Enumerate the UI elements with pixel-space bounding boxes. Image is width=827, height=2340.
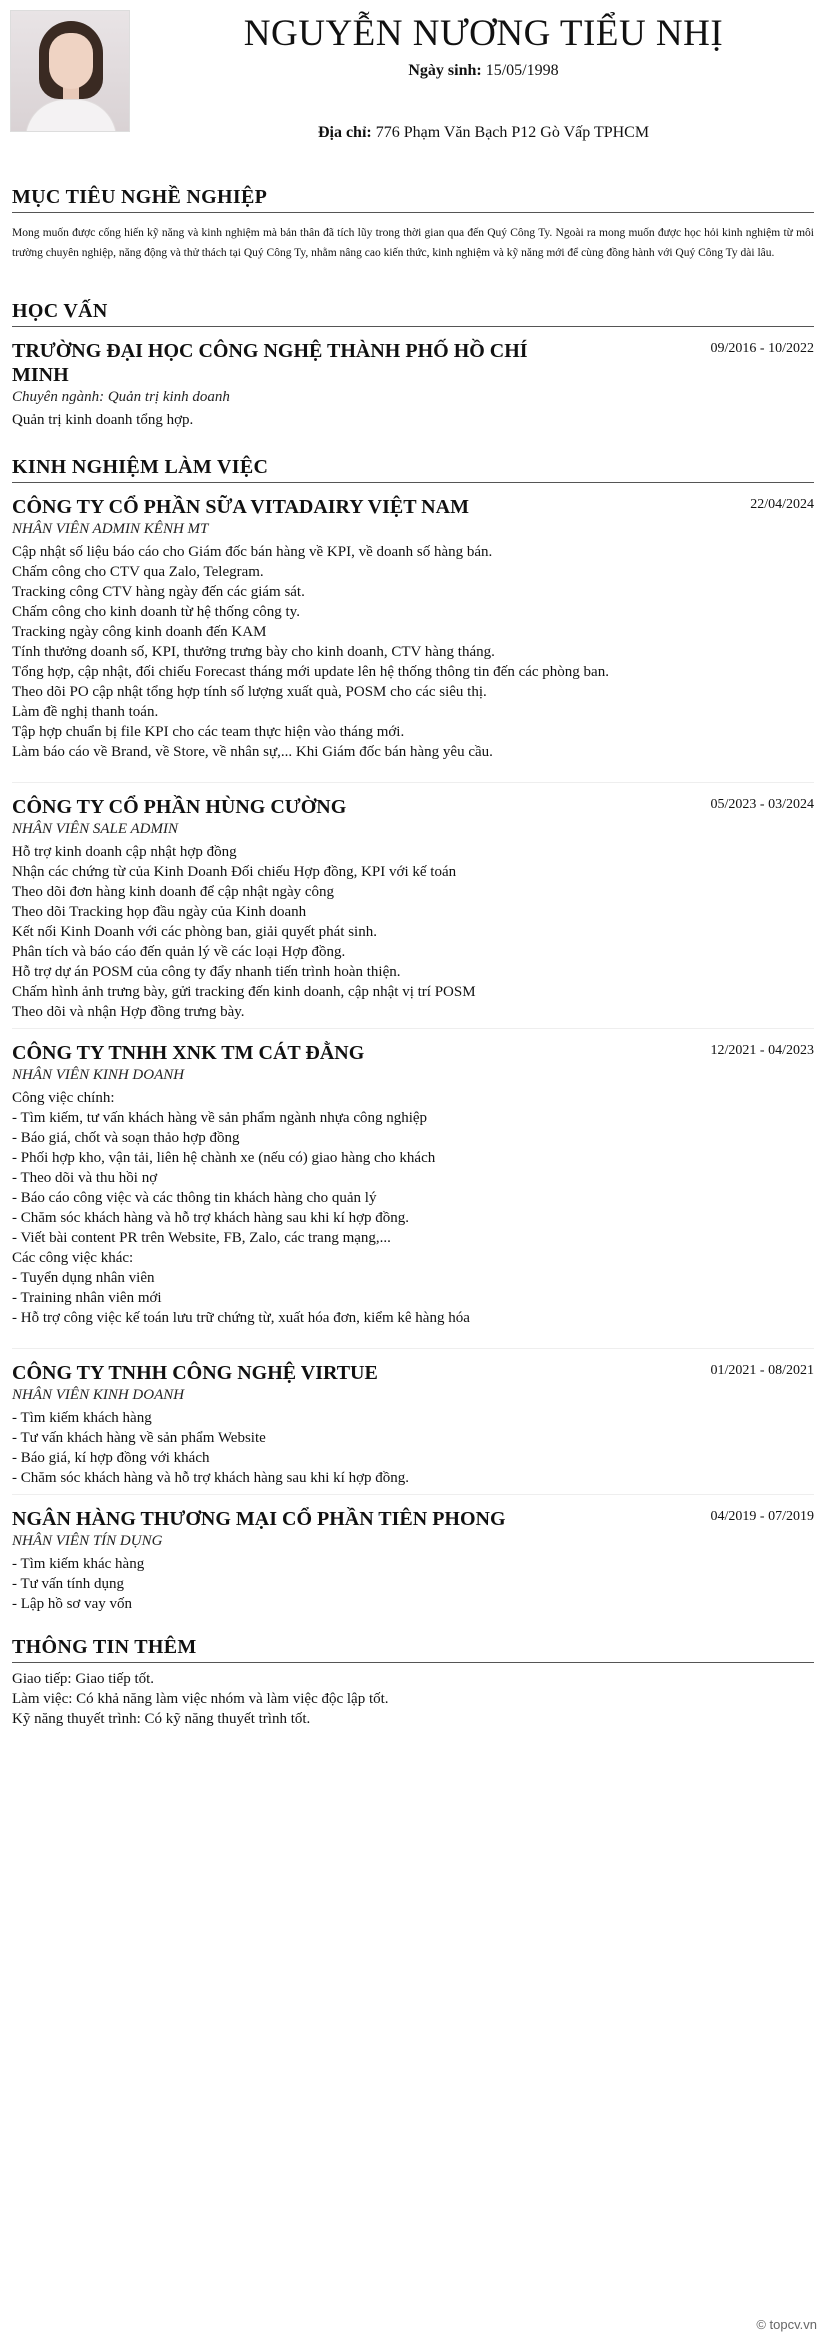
divider [12,1028,814,1029]
education-section [12,300,814,430]
divider [12,1494,814,1495]
experience-title: KINH NGHIỆM LÀM VIỆC [12,456,814,483]
job-date: 01/2021 - 08/2021 [710,1363,814,1378]
additional-section [12,1636,814,1729]
school-name: TRƯỜNG ĐẠI HỌC CÔNG NGHỆ THÀNH PHỐ HỒ CHÍ MINH [12,340,528,386]
job-desc: - Tìm kiếm khách hàng - Tư vấn khách hàng về sản phẩm Website - Báo giá, kí hợp đồng với khách - Chăm sóc khách hàng và hỗ trợ khách hàng sau khi kí hợp đồng. [12,1410,410,1486]
objective-section [12,186,814,263]
job-desc: - Tìm kiếm khác hàng - Tư vấn tính dụng - Lập hồ sơ vay vốn [12,1556,145,1612]
job-position: NHÂN VIÊN KINH DOANH [12,1387,185,1403]
profile-photo [10,10,130,132]
job-position: NHÂN VIÊN ADMIN KÊNH MT [12,521,209,537]
divider [12,1348,814,1349]
education-title: HỌC VẤN [12,300,814,327]
objective-text: Mong muốn được cống hiến kỹ năng và kinh nghiệm mà bản thân đã tích lũy trong thời gian qua đến Quý Công Ty. Ngoài ra mong muốn được học hỏi kinh nghiệm từ môi trường chuyên nghiệp, năng động và thử thách tại Quý Công Ty, nhằm nâng cao kiến thức, kinh nghiệm và kỹ năng mới để cùng đồng hành với Quý Công Ty dài lâu. [12,227,814,259]
dob-value: 15/05/1998 [485,62,559,79]
education-desc: Quản trị kinh doanh tổng hợp. [12,412,194,428]
experience-section [12,456,814,1729]
topcv-watermark: © topcv.vn [756,2317,817,2332]
job-desc: Cập nhật số liệu báo cáo cho Giám đốc bán hàng về KPI, về doanh số hàng bán. Chấm công cho CTV qua Zalo, Telegram. Tracking công CTV hàng ngày đến các giám sát. Chấm công cho kinh doanh từ hệ thống công ty. Tracking ngày công kinh doanh đến KAM Tính thưởng doanh số, KPI, thưởng trưng bày cho kinh doanh, CTV hàng tháng. Tổng hợp, cập nhật, đối chiếu Forecast tháng mới update lên hệ thống thông tin đến các phòng ban. Theo dõi PO cập nhật tổng hợp tính số lượng xuất quà, POSM cho các siêu thị. Làm đề nghị thanh toán. Tập hợp chuẩn bị file KPI cho các team thực hiện vào tháng mới. Làm báo cáo về Brand, về Store, về nhân sự,... Khi Giám đốc bán hàng yêu cầu. [12,544,609,760]
job-date: 12/2021 - 04/2023 [710,1043,814,1058]
job-position: NHÂN VIÊN SALE ADMIN [12,821,178,837]
job-date: 05/2023 - 03/2024 [710,797,814,812]
job-desc: Công việc chính: - Tìm kiếm, tư vấn khách hàng về sản phẩm ngành nhựa công nghiệp - Báo giá, chốt và soạn thảo hợp đồng - Phối hợp kho, vận tải, liên hệ chành xe (nếu có) giao hàng cho khách - Theo dõi và thu hồi nợ - Báo cáo công việc và các thông tin khách hàng cho quản lý - Chăm sóc khách hàng và hỗ trợ khách hàng sau khi kí hợp đồng. - Viết bài content PR trên Website, FB, Zalo, các trang mạng,... Các công việc khác: - Tuyển dụng nhân viên - Training nhân viên mới - Hỗ trợ công việc kế toán lưu trữ chứng từ, xuất hóa đơn, kiểm kê hàng hóa [12,1090,470,1326]
job-entry [12,1041,814,1349]
address-label: Địa chỉ: [317,124,372,141]
company-name: CÔNG TY TNHH CÔNG NGHỆ VIRTUE [12,1362,378,1384]
dob-label: Ngày sinh: [408,62,482,79]
date-of-birth [180,62,787,80]
education-major: Chuyên ngành: Quản trị kinh doanh [12,389,230,405]
job-position: NHÂN VIÊN KINH DOANH [12,1067,185,1083]
address [180,124,787,142]
divider [12,782,814,783]
job-date: 04/2019 - 07/2019 [710,1509,814,1524]
additional-title: THÔNG TIN THÊM [12,1636,814,1663]
job-entry [12,1361,814,1495]
company-name: CÔNG TY TNHH XNK TM CÁT ĐẰNG [12,1042,365,1064]
job-position: NHÂN VIÊN TÍN DỤNG [12,1533,163,1549]
candidate-name: NGUYỄN NƯƠNG TIỂU NHỊ [243,13,724,54]
education-date: 09/2016 - 10/2022 [710,341,814,356]
job-entry [12,495,814,783]
job-entry [12,1507,814,1614]
cv-header [0,0,827,170]
company-name: NGÂN HÀNG THƯƠNG MẠI CỔ PHẦN TIÊN PHONG [12,1508,506,1530]
objective-title: MỤC TIÊU NGHỀ NGHIỆP [12,186,814,213]
additional-text: Giao tiếp: Giao tiếp tốt. Làm việc: Có khả năng làm việc nhóm và làm việc độc lập tốt. Kỹ năng thuyết trình: Có kỹ năng thuyết trình tốt. [12,1671,389,1727]
company-name: CÔNG TY CỔ PHẦN SỮA VITADAIRY VIỆT NAM [12,496,469,518]
job-desc: Hỗ trợ kinh doanh cập nhật hợp đồng Nhận các chứng từ của Kinh Doanh Đối chiếu Hợp đồng, KPI với kế toán Theo dõi đơn hàng kinh doanh để cập nhật ngày công Theo dõi Tracking họp đầu ngày của Kinh doanh Kết nối Kinh Doanh với các phòng ban, giải quyết phát sinh. Phân tích và báo cáo đến quản lý về các loại Hợp đồng. Hỗ trợ dự án POSM của công ty đẩy nhanh tiến trình hoàn thiện. Chấm hình ảnh trưng bày, gửi tracking đến kinh doanh, cập nhật vị trí POSM Theo dõi và nhận Hợp đồng trưng bày. [12,844,476,1020]
company-name: CÔNG TY CỔ PHẦN HÙNG CƯỜNG [12,796,347,818]
education-entry [12,339,814,430]
job-entry [12,795,814,1029]
address-value: 776 Phạm Văn Bạch P12 Gò Vấp TPHCM [375,124,650,141]
job-date: 22/04/2024 [750,497,814,512]
